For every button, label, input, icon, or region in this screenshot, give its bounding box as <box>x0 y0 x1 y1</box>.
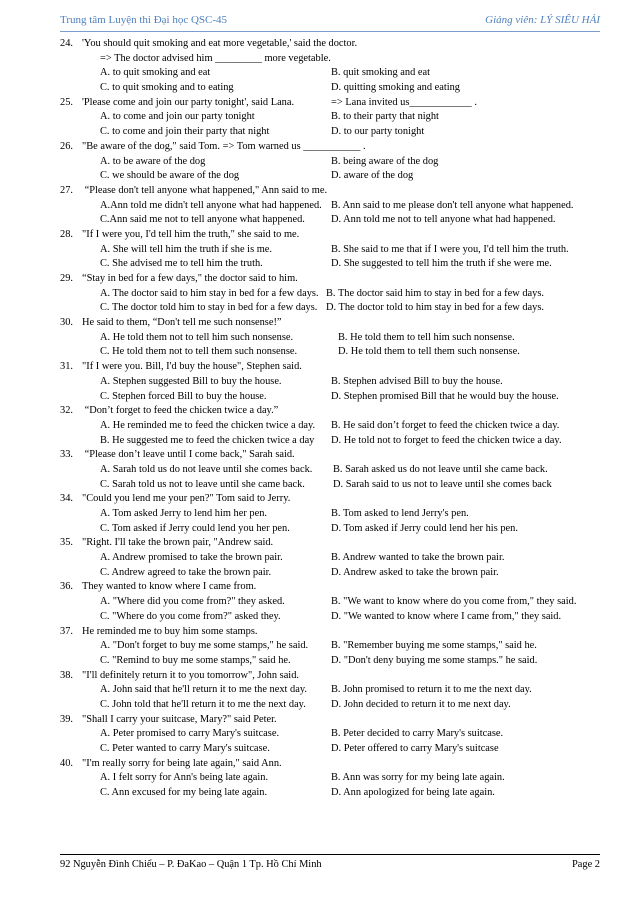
question-text: "Shall I carry your suitcase, Mary?" said Peter. <box>82 713 277 725</box>
answer-option[interactable]: B. She said to me that if I were you, I'd tell him the truth. <box>331 243 569 255</box>
question-block <box>60 228 605 272</box>
answer-option[interactable]: B. to their party that night <box>331 111 439 123</box>
answer-option[interactable]: C. "Where do you come from?" asked they. <box>100 610 281 622</box>
question-stem <box>60 316 605 331</box>
page-number: Page 2 <box>572 859 600 870</box>
option-row <box>60 331 605 346</box>
question-number: 34. <box>60 493 73 505</box>
question-stem <box>60 404 605 419</box>
answer-option[interactable]: C. "Remind to buy me some stamps," said he. <box>100 654 291 666</box>
option-row <box>60 727 605 742</box>
question-block <box>60 316 605 360</box>
answer-option[interactable]: A. to be aware of the dog <box>100 155 206 167</box>
header-instructor: Giảng viên: LÝ SIÊU HẢI <box>485 14 600 26</box>
option-row <box>60 698 605 713</box>
question-block <box>60 536 605 580</box>
question-stem <box>60 448 605 463</box>
question-number: 29. <box>60 273 73 284</box>
answer-option[interactable]: D. Peter offered to carry Mary's suitcase <box>331 743 499 754</box>
answer-option[interactable]: B. Ann said to me please don't tell anyone what happened. <box>331 199 574 211</box>
question-number: 37. <box>60 625 73 637</box>
question-block <box>60 669 605 713</box>
answer-option[interactable]: C. to come and join their party that night <box>100 126 270 138</box>
question-number: 40. <box>60 757 73 769</box>
question-text: They wanted to know where I came from. <box>82 581 257 593</box>
footer-divider <box>60 854 600 855</box>
answer-option[interactable]: D. She suggested to tell him the truth if she were me. <box>331 258 552 270</box>
option-row <box>60 375 605 390</box>
option-row <box>60 419 605 434</box>
answer-option[interactable]: C. we should be aware of the dog <box>100 170 240 182</box>
answer-option[interactable]: B. Stephen advised Bill to buy the house. <box>331 375 503 387</box>
question-list <box>60 37 605 801</box>
question-block <box>60 140 605 184</box>
question-text: "If I were you, I'd tell him the truth," she said to me. <box>82 228 300 240</box>
option-row <box>60 566 605 581</box>
option-row <box>60 81 605 96</box>
answer-option[interactable]: C. She advised me to tell him the truth. <box>100 258 263 270</box>
question-text: “Please don’t leave until I come back," Sarah said. <box>82 449 295 461</box>
answer-option[interactable]: B. Peter decided to carry Mary's suitcase. <box>331 728 504 740</box>
question-stem <box>60 713 605 728</box>
answer-option[interactable]: C. Tom asked if Jerry could lend you her pen. <box>100 522 290 534</box>
question-block <box>60 713 605 757</box>
question-number: 31. <box>60 361 73 373</box>
question-text: “Please don't tell anyone what happened," Ann said to me. <box>82 184 328 196</box>
answer-option[interactable]: D. aware of the dog <box>331 170 414 182</box>
question-stem <box>60 96 605 111</box>
question-text: 'You should quit smoking and eat more vegetable,' said the doctor. <box>82 38 358 49</box>
answer-option[interactable]: D. Sarah said to us not to leave until she comes back <box>333 478 552 490</box>
answer-option[interactable]: D. Ann apologized for being late again. <box>331 787 495 799</box>
answer-option[interactable]: B. John promised to return it to me the next day. <box>331 684 532 696</box>
option-row <box>60 742 605 757</box>
answer-option[interactable]: D. quitting smoking and eating <box>331 82 461 94</box>
answer-option[interactable]: C. Stephen forced Bill to buy the house. <box>100 390 267 402</box>
question-stem <box>60 37 605 52</box>
option-row <box>60 257 605 272</box>
answer-option[interactable]: B. Sarah asked us do not leave until she came back. <box>333 463 548 475</box>
option-row <box>60 110 605 125</box>
option-row <box>60 66 605 81</box>
answer-option[interactable]: D. Ann told me not to tell anyone what had happened. <box>331 214 556 226</box>
question-text: "Be aware of the dog," said Tom. => Tom warned us ___________ . <box>82 140 366 152</box>
answer-option[interactable]: A. John said that he'll return it to me the next day. <box>100 684 307 696</box>
option-row <box>60 786 605 801</box>
question-number: 32. <box>60 405 73 417</box>
answer-option[interactable]: C. John told that he'll return it to me the next day. <box>100 698 306 710</box>
answer-option[interactable]: D. He told not to forget to feed the chicken twice a day. <box>331 434 562 446</box>
answer-option[interactable]: C. Peter wanted to carry Mary's suitcase. <box>100 743 270 754</box>
answer-option[interactable]: B. Ann was sorry for my being late again. <box>331 772 505 784</box>
answer-option[interactable]: B. He told them to tell him such nonsense. <box>338 331 515 343</box>
question-text: “Don’t forget to feed the chicken twice a day.” <box>82 405 279 417</box>
question-text: "Right. I'll take the brown pair, "Andrew said. <box>82 537 274 549</box>
answer-option[interactable]: D. "We wanted to know where I came from," they said. <box>331 610 562 622</box>
option-row <box>60 610 605 625</box>
question-text: He said to them, “Don't tell me such nonsense!” <box>82 317 282 329</box>
answer-option[interactable]: A. Stephen suggested Bill to buy the house. <box>100 375 282 387</box>
answer-option[interactable]: A. "Where did you come from?" they asked. <box>100 596 285 608</box>
option-row <box>60 301 605 316</box>
page-header <box>60 14 600 30</box>
answer-option[interactable]: C. Ann excused for my being late again. <box>100 787 268 799</box>
page-footer <box>60 859 600 873</box>
question-text: “Stay in bed for a few days," the doctor said to him. <box>82 273 298 284</box>
option-row <box>60 390 605 405</box>
option-row <box>60 125 605 140</box>
answer-option[interactable]: C.Ann said me not to tell anyone what happened. <box>100 214 305 226</box>
answer-option[interactable]: A. The doctor said to him stay in bed for a few days. <box>100 287 319 299</box>
answer-option[interactable]: A. He reminded me to feed the chicken twice a day. <box>100 419 316 431</box>
option-row <box>60 595 605 610</box>
question-number: 24. <box>60 38 73 49</box>
answer-option[interactable]: A. She will tell him the truth if she is me. <box>100 243 273 255</box>
question-block <box>60 96 605 140</box>
question-stem <box>60 536 605 551</box>
question-number: 35. <box>60 537 73 549</box>
question-block <box>60 492 605 536</box>
answer-option[interactable]: A. to quit smoking and eat <box>100 67 211 79</box>
answer-option[interactable]: A. Andrew promised to take the brown pair. <box>100 552 283 564</box>
answer-option[interactable]: A. Tom asked Jerry to lend him her pen. <box>100 508 268 519</box>
question-stem <box>60 580 605 595</box>
question-number: 25. <box>60 96 73 108</box>
question-stem <box>60 360 605 375</box>
question-prompt: => Lana invited us____________ . <box>331 96 477 108</box>
question-number: 27. <box>60 184 73 196</box>
question-stem <box>60 625 605 640</box>
question-stem <box>60 272 605 287</box>
option-row <box>60 213 605 228</box>
header-center-name: Trung tâm Luyện thi Đại học QSC-45 <box>60 14 228 26</box>
answer-option[interactable]: C. Sarah told us not to leave until she came back. <box>100 478 305 490</box>
option-row <box>60 434 605 449</box>
question-block <box>60 404 605 448</box>
option-row <box>60 463 605 478</box>
question-stem <box>60 228 605 243</box>
answer-option[interactable]: B. He suggested me to feed the chicken twice a day <box>100 434 315 446</box>
question-stem <box>60 140 605 155</box>
question-text: He reminded me to buy him some stamps. <box>82 625 258 637</box>
option-row <box>60 683 605 698</box>
answer-option[interactable]: A. Sarah told us do not leave until she comes back. <box>100 463 313 475</box>
answer-option[interactable]: B. "Remember buying me some stamps," said he. <box>331 640 537 652</box>
answer-option[interactable]: B. Tom asked to lend Jerry's pen. <box>331 508 469 519</box>
answer-option[interactable]: D. Andrew asked to take the brown pair. <box>331 566 499 578</box>
footer-address: 92 Nguyễn Đình Chiểu – P. ĐaKao – Quận 1 Tp. Hồ Chí Minh <box>60 859 322 870</box>
answer-option[interactable]: C. The doctor told him to stay in bed for a few days. <box>100 302 318 314</box>
option-row <box>60 199 605 214</box>
option-row <box>60 639 605 654</box>
option-row <box>60 771 605 786</box>
answer-option[interactable]: B. He said don’t forget to feed the chicken twice a day. <box>331 419 560 431</box>
answer-option[interactable]: D. John decided to return it to me next day. <box>331 698 511 710</box>
question-stem <box>60 184 605 199</box>
answer-option[interactable]: B. being aware of the dog <box>331 155 439 167</box>
question-block <box>60 360 605 404</box>
answer-option[interactable]: A. I felt sorry for Ann's being late again. <box>100 772 269 784</box>
question-number: 36. <box>60 581 73 593</box>
answer-option[interactable]: C. Andrew agreed to take the brown pair. <box>100 566 272 578</box>
question-block <box>60 184 605 228</box>
answer-option[interactable]: D. to our party tonight <box>331 126 425 138</box>
answer-option[interactable]: A. He told them not to tell him such nonsense. <box>100 331 294 343</box>
answer-option[interactable]: C. to quit smoking and to eating <box>100 82 234 94</box>
question-number: 33. <box>60 449 73 461</box>
option-row <box>60 507 605 522</box>
answer-option[interactable]: C. He told them not to tell them such nonsense. <box>100 346 298 358</box>
answer-option[interactable]: D. "Don't deny buying me some stamps." he said. <box>331 654 538 666</box>
option-row <box>60 345 605 360</box>
answer-option[interactable]: A.Ann told me didn't tell anyone what had happened. <box>100 199 322 211</box>
question-stem <box>60 492 605 507</box>
header-divider <box>60 31 600 32</box>
option-row <box>60 551 605 566</box>
answer-option[interactable]: D. He told them to tell them such nonsense. <box>338 346 520 358</box>
question-block <box>60 625 605 669</box>
answer-option[interactable]: A. to come and join our party tonight <box>100 111 255 123</box>
question-block <box>60 757 605 801</box>
question-number: 39. <box>60 713 73 725</box>
answer-option[interactable]: B. Andrew wanted to take the brown pair. <box>331 552 505 564</box>
question-number: 28. <box>60 228 73 240</box>
question-prompt: => The doctor advised him _________ more vegetable. <box>100 52 331 64</box>
answer-option[interactable]: D. The doctor told to him stay in bed for a few days. <box>326 302 544 314</box>
question-number: 30. <box>60 317 73 329</box>
answer-option[interactable]: B. "We want to know where do you come from," they said. <box>331 596 577 608</box>
option-row <box>60 654 605 669</box>
question-stem <box>60 757 605 772</box>
answer-option[interactable]: D. Stephen promised Bill that he would buy the house. <box>331 390 559 402</box>
question-text: "I'll definitely return it to you tomorrow", John said. <box>82 669 299 681</box>
answer-option[interactable]: B. The doctor said him to stay in bed for a few days. <box>326 287 544 299</box>
question-block <box>60 580 605 624</box>
option-row <box>60 169 605 184</box>
question-text: "I'm really sorry for being late again," said Ann. <box>82 757 282 769</box>
question-text: 'Please come and join our party tonight', said Lana. <box>82 96 295 108</box>
answer-option[interactable]: D. Tom asked if Jerry could lend her his pen. <box>331 522 518 534</box>
option-row <box>60 155 605 170</box>
option-row <box>60 243 605 258</box>
question-stem <box>60 669 605 684</box>
answer-option[interactable]: A. "Don't forget to buy me some stamps," he said. <box>100 640 309 652</box>
question-text: "Could you lend me your pen?" Tom said to Jerry. <box>82 493 291 505</box>
answer-option[interactable]: A. Peter promised to carry Mary's suitcase. <box>100 728 280 740</box>
question-block <box>60 272 605 316</box>
option-row <box>60 478 605 493</box>
question-block <box>60 37 605 96</box>
answer-option[interactable]: B. quit smoking and eat <box>331 67 430 79</box>
option-row <box>60 522 605 537</box>
question-number: 26. <box>60 140 73 152</box>
question-block <box>60 448 605 492</box>
question-text: "If I were you. Bill, I'd buy the house", Stephen said. <box>82 361 302 373</box>
option-row <box>60 287 605 302</box>
question-number: 38. <box>60 669 73 681</box>
